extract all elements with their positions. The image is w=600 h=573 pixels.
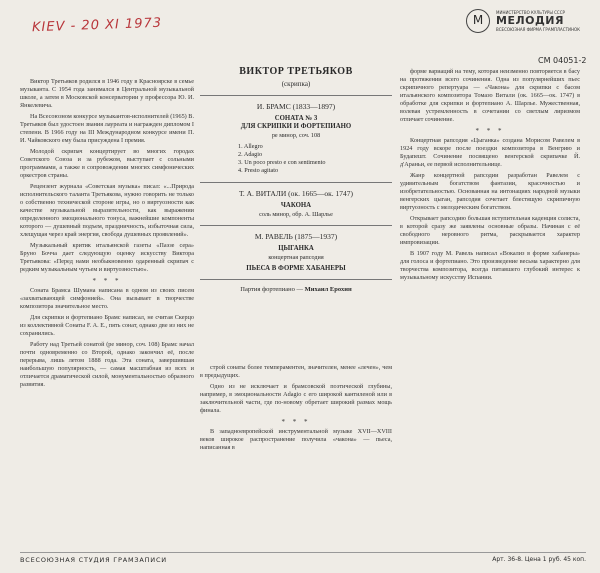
divider: [200, 225, 392, 226]
movement-item: 4. Presto agitato: [238, 167, 279, 174]
work-key: соль минор, обр. А. Шарлье: [259, 211, 333, 218]
work-title: ПЬЕСА В ФОРМЕ ХАБАНЕРЫ: [246, 265, 346, 272]
work-key: ре минор, соч. 108: [271, 132, 321, 139]
accompanist-name: Михаил Ерохин: [304, 286, 352, 293]
note-paragraph: Одно из не исключает и брамсовской поэтической глубины, например, в эмоциональности Adagio с его широкой кантиленой или в заключительной части, где по-новому обретает широкий размах мощь финала.: [200, 383, 392, 414]
logo-company: ВСЕСОЮЗНАЯ ФИРМА ГРАМПЛАСТИНОК: [496, 27, 581, 32]
studio-credit: ВСЕСОЮЗНАЯ СТУДИЯ ГРАМЗАПИСИ: [20, 556, 167, 564]
logo-text: [496, 10, 580, 32]
accompanist-label: Партия фортепиано —: [240, 286, 303, 293]
note-paragraph: Жанр концертной рапсодии разработан Равелем с удивительным богатством фантазии, красочностью и изобретательностью. Основанная на интонациях народной музыки венгерских цыган, рапсодия сочетает блестящую скрипичную виртуозность с мелодическим богатством.: [400, 172, 580, 211]
movement-item: 1. Allegro: [238, 143, 263, 150]
movement-list: [238, 143, 392, 175]
melodiya-logo: [466, 9, 594, 35]
biography-column: [20, 78, 194, 548]
program-listing: [200, 66, 392, 293]
performer-instrument: (скрипка): [281, 80, 311, 88]
logo-name: МЕЛОДИЯ: [496, 14, 564, 27]
notes-column-middle: [200, 364, 392, 548]
composer-vitali: Т. А. ВИТАЛИ (ок. 1665—ок. 1747): [239, 189, 353, 198]
bio-paragraph: Рецензент журнала «Советская музыка» писал: «...Природа исполнительского таланта Третьякова, нужно говорить не только о собственно технической стороне игры, но о виртуозности как качестве музыкальной выразительности, как выражении определенного эмоционального тонуса, важнейшие компоненты которого — душевный подъем, праздничность, избыточная сила, хлещущая через край энергия, свобода душевных проявлений».: [20, 183, 194, 238]
section-separator: * * *: [92, 277, 122, 285]
bio-paragraph: Соната Брамса Шумана написана в одном из своих писем «захватывающей симфонией». Она вызывает в творчестве композитора значительное место.: [20, 287, 194, 310]
bio-paragraph: Молодой скрипач концертирует во многих городах Советского Союза и за рубежом, выступает с сольными программами, а также в сопровождении многих симфонических оркестров страны.: [20, 148, 194, 179]
composer-brahms: И. БРАМС (1833—1897): [256, 102, 336, 111]
note-paragraph: В 1907 году М. Равель написал «Вокализ в форме хабанеры» для голоса и фортепиано. Это произведение весьма характерно для творчества композитора, всегда питавшего глубокий интерес к музыкальному искусству Испании.: [400, 250, 580, 281]
note-paragraph: строй сонаты более темпераментен, значителен, менее «лечен», чем в предыдущих.: [200, 364, 392, 379]
movement-item: 3. Un poco presto e con sentimento: [238, 159, 326, 166]
notes-column-right: [400, 68, 580, 540]
work-subtitle: концертная рапсодия: [268, 254, 324, 261]
divider: [200, 182, 392, 183]
note-paragraph: В западноевропейской инструментальной музыке XVII—XVIII веков широкое распространение получила «чакона» — пьеса, написанная в: [200, 428, 392, 451]
handwritten-note: KIEV - 20 XI 1973: [31, 15, 163, 36]
work-title: ДЛЯ СКРИПКИ И ФОРТЕПИАНО: [240, 123, 352, 130]
note-paragraph: Открывает рапсодию большая вступительная каденция солиста, в которой сразу же заявлены основные образы. Начиная с её свободного неровного ритма, раскрывается характер импровизации.: [400, 215, 580, 246]
logo-ministry: МИНИСТЕРСТВО КУЛЬТУРЫ СССР: [496, 10, 565, 15]
work-title: ЦЫГАНКА: [278, 245, 314, 252]
footer-rule: [20, 552, 586, 553]
movement-item: 2. Adagio: [238, 151, 263, 158]
section-separator: * * *: [281, 418, 311, 426]
price-info: Арт. 36-8. Цена 1 руб. 45 коп.: [492, 556, 586, 563]
catalog-number: СМ 04051-2: [538, 56, 587, 65]
accompanist-credit: [200, 286, 392, 293]
note-paragraph: Концертная рапсодия «Цыганка» создана Морисом Равелем в 1924 году вскоре после поездки композитора в Венгрию и Будапешт. Сочинение посвящено венгерской скрипачке Й. д'Араньи, ее первой исполнительнице.: [400, 137, 580, 168]
melodiya-emblem-icon: М: [466, 9, 490, 33]
bio-paragraph: На Всесоюзном конкурсе музыкантов-исполнителей (1965) В. Третьяков был удостоен звания лауреата и награжден дипломом I степени. В 1966 году на III Международном конкурсе имени П. И. Чайковского ему была присуждена I премия.: [20, 113, 194, 144]
bio-paragraph: Для скрипки и фортепиано Брамс написал, не считая Скерцо из коллективной Сонаты F. A. E., пять сонат, однако две из них не сохранились.: [20, 314, 194, 337]
divider: [200, 279, 392, 280]
work-title: ЧАКОНА: [280, 202, 312, 209]
bio-paragraph: Виктор Третьяков родился в 1946 году в Красноярске в семье музыканта. С 1954 года занимался в Центральной музыкальной школе, а затем в Московской консерватории у профессора Ю. И. Янкелевича.: [20, 78, 194, 109]
divider: [200, 95, 392, 96]
performer-name: ВИКТОР ТРЕТЬЯКОВ: [239, 66, 353, 77]
bio-paragraph: Музыкальный критик итальянской газеты «Паэзе сера» Бруно Бочча дает следующую оценку искусству Виктора Третьякова: «Перед нами необыкновенно одаренный скрипач с редким музыкальным чутьем и виртуозностью».: [20, 242, 194, 273]
composer-ravel: М. РАВЕЛЬ (1875—1937): [254, 232, 338, 241]
note-paragraph: форме вариаций на тему, которая неизменно повторяется в басу на протяжении всего сочинения. Одна из популярнейших пьес скрипичного репертуара — «Чакона» для скрипки с басом итальянского композитора Томазо Витали (ок. 1665—ок. 1747) в обработке для скрипки и фортепиано А. Шарлье. Мужественная, волевая устремленность в сочетании со светлым лиризмом отличает сочинение.: [400, 68, 580, 123]
section-separator: * * *: [475, 127, 505, 135]
bio-paragraph: Работу над Третьей сонатой (ре минор, соч. 108) Брамс начал почти одновременно со Второй, однако закончил её, после перерыва, лишь летом 1888 года. Эта соната, завершившая наибольшую популярность, — самая масштабная из всех и отличается драматической силой, монументальностью образного развития.: [20, 341, 194, 388]
work-title: СОНАТА № 3: [274, 115, 318, 122]
